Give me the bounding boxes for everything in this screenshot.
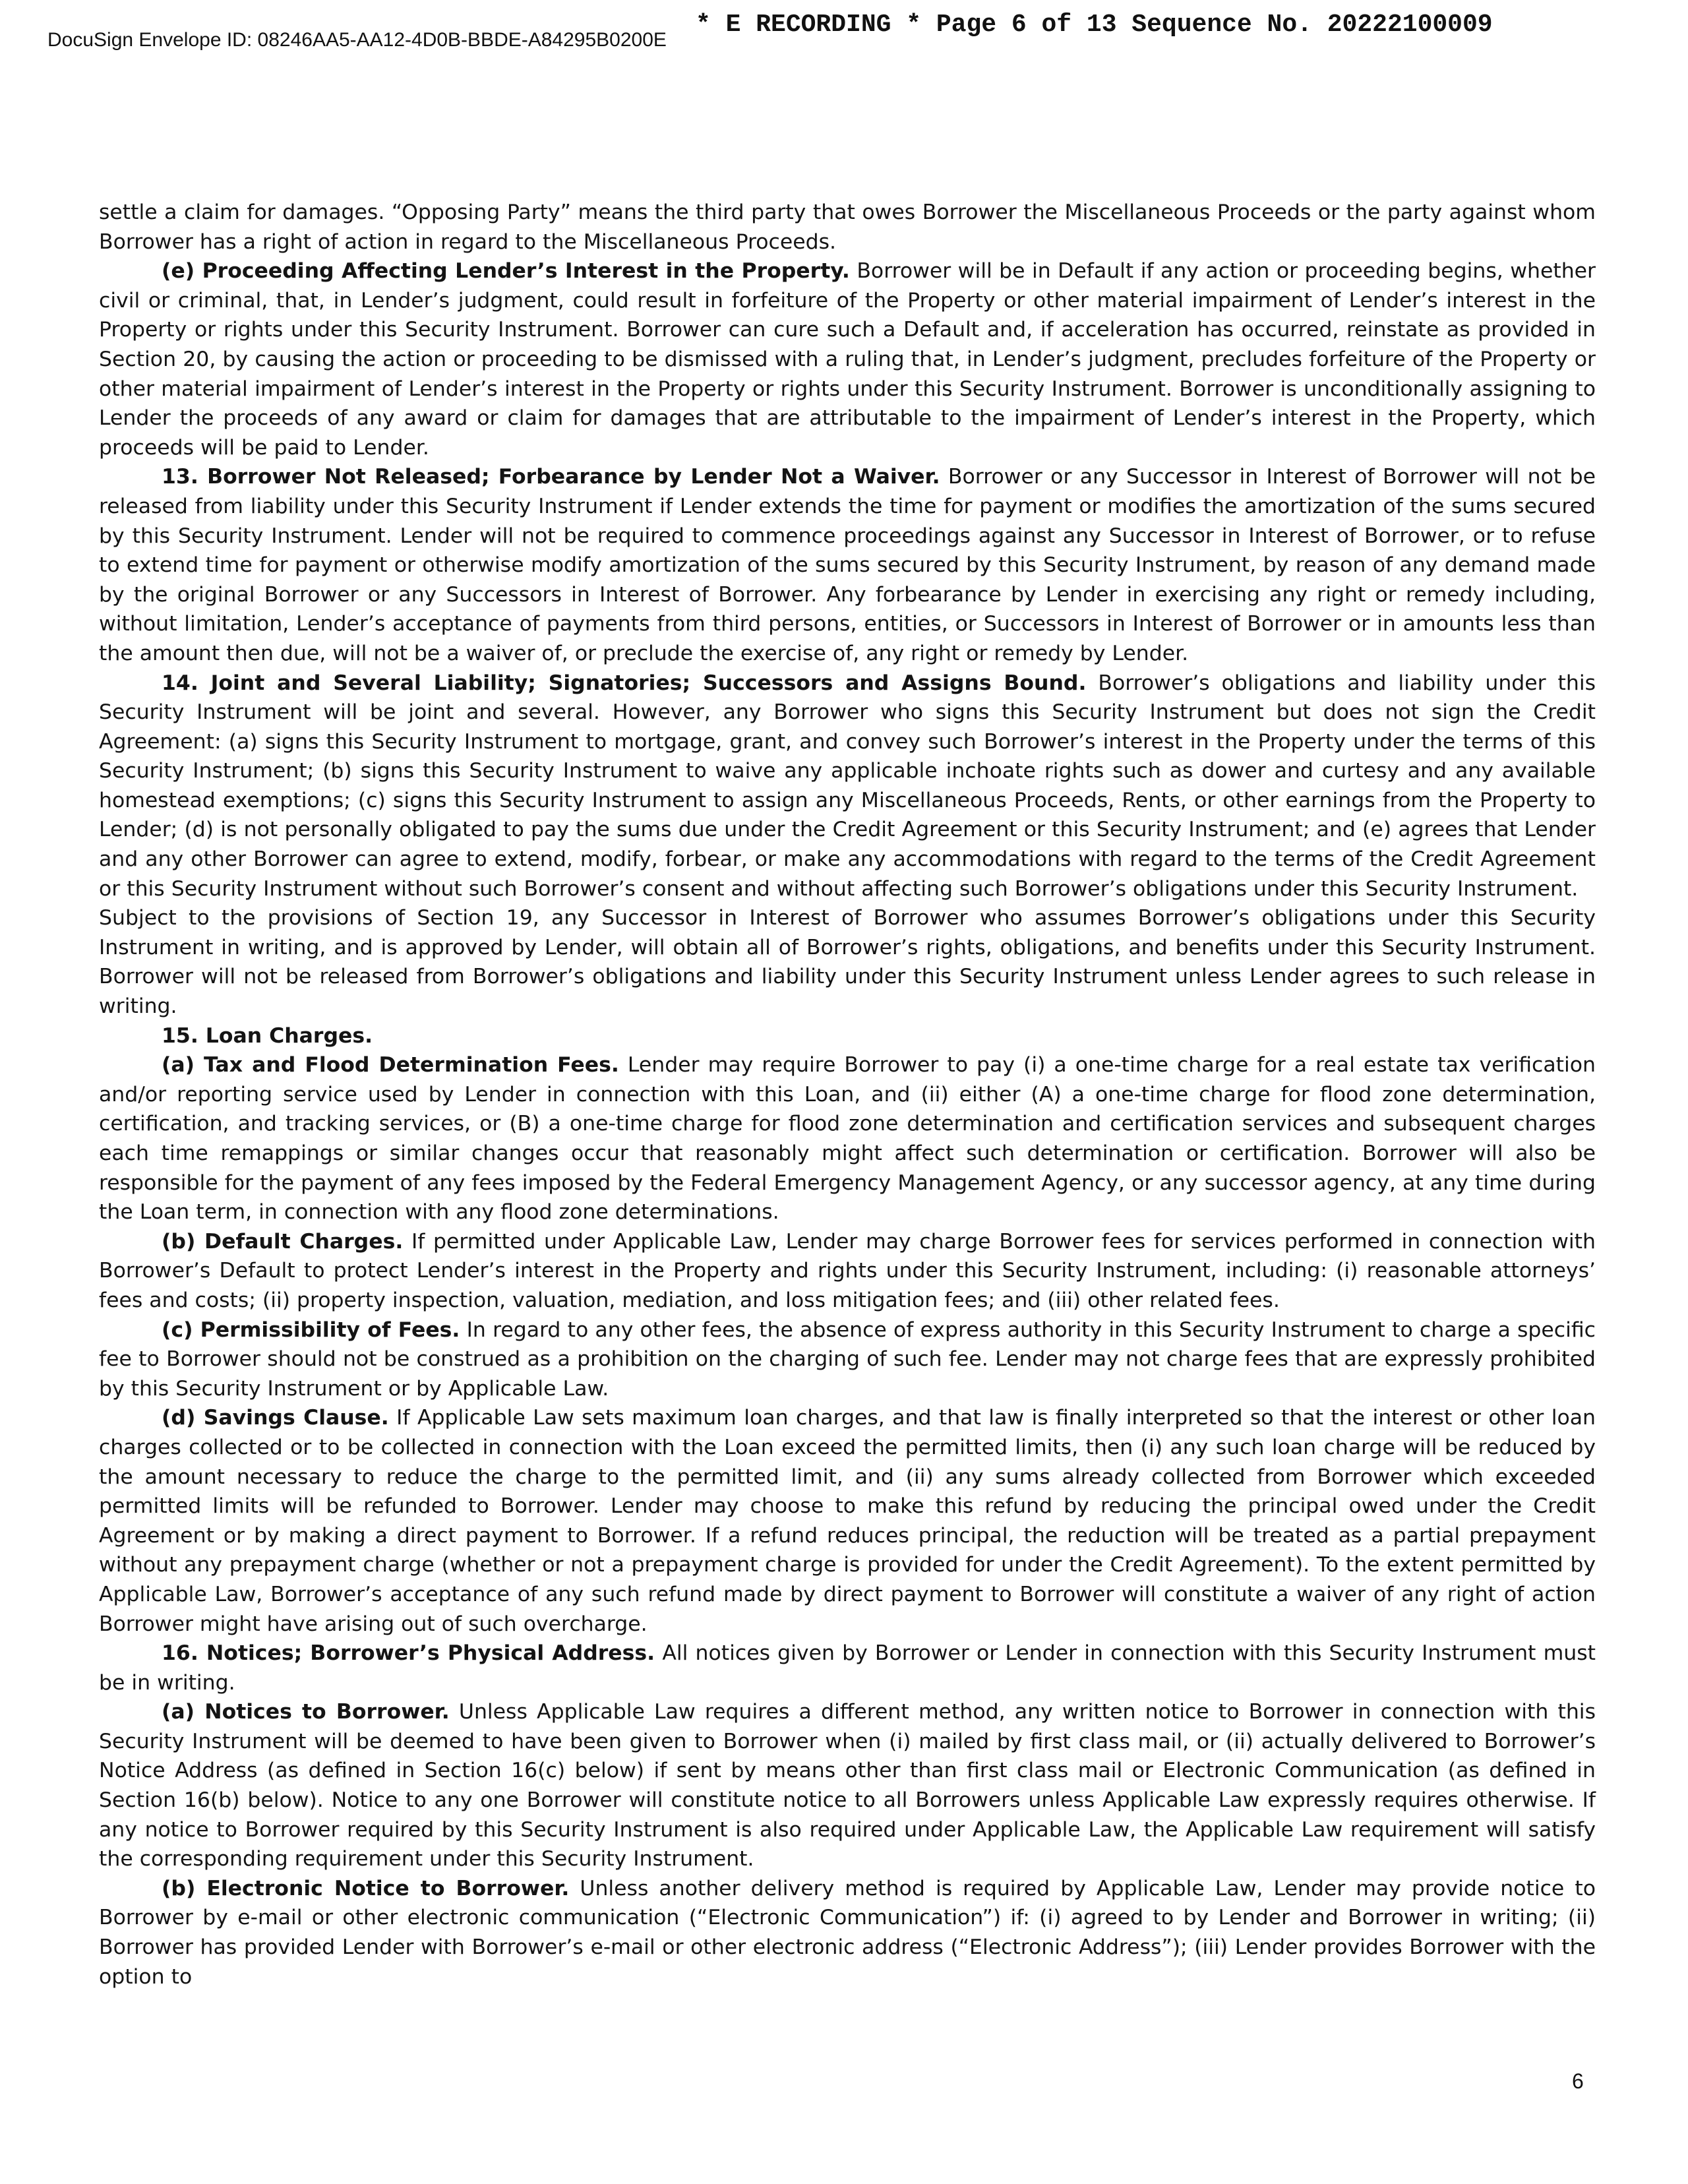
paragraph-opposing-party [99, 198, 1596, 257]
document-body [99, 198, 1596, 1991]
paragraph-heading: (e) Proceeding Affecting Lender’s Interest in the Property. [162, 259, 850, 284]
paragraph-16b-electronic-notice [99, 1874, 1596, 1991]
paragraph-heading: (b) Electronic Notice to Borrower. [162, 1876, 570, 1900]
paragraph-15d-savings-clause [99, 1403, 1596, 1639]
paragraph-text: Borrower or any Successor in Interest of Borrower will not be released from liability under this Security Instrument if Lender extends the time for payment or modifies the amortization of the sums secured by this Security Instrument. Lender will not be required to commence proceedings against any Successor in Interest of Borrower, or to refuse to extend time for payment or otherwise modify amortization of the sums secured by this Security Instrument, by reason of any demand made by the original Borrower or any Successors in Interest of Borrower. Any forbearance by Lender in exercising any right or remedy including, without limitation, Lender’s acceptance of payments from third persons, entities, or Successors in Interest of Borrower or in amounts less than the amount then due, will not be a waiver of, or preclude the exercise of, any right or remedy by Lender. [99, 465, 1596, 665]
paragraph-15b-default-charges [99, 1227, 1596, 1316]
paragraph-text: All notices given by Borrower or Lender in connection with this Security Instrument must be in writing. [99, 1641, 1596, 1695]
paragraph-heading: 16. Notices; Borrower’s Physical Address. [162, 1641, 655, 1666]
paragraph-text: Unless Applicable Law requires a different method, any written notice to Borrower in connection with this Security Instrument will be deemed to have been given to Borrower when (i) mailed by first class mail, or (ii) actually delivered to Borrower’s Notice Address (as defined in Section 16(c) below) if sent by means other than first class mail or Electronic Communication (as defined in Section 16(b) below). Notice to any one Borrower will constitute notice to all Borrowers unless Applicable Law expressly requires otherwise. If any notice to Borrower required by this Security Instrument is also required under Applicable Law, the Applicable Law requirement will satisfy the corresponding requirement under this Security Instrument. [99, 1700, 1596, 1871]
paragraph-12e-proceeding [99, 257, 1596, 462]
paragraph-text: settle a claim for damages. “Opposing Party” means the third party that owes Borrower the Miscellaneous Proceeds or the party against whom Borrower has a right of action in regard to the Miscellaneous Proceeds. [99, 200, 1596, 254]
paragraph-text: Borrower’s obligations and liability under this Security Instrument will be joint and several. However, any Borrower who signs this Security Instrument but does not sign the Credit Agreement: (a) signs this Security Instrument to mortgage, grant, and convey such Borrower’s interest in the Property under the terms of this Security Instrument; (b) signs this Security Instrument to waive any applicable inchoate rights such as dower and curtesy and any available homestead exemptions; (c) signs this Security Instrument to assign any Miscellaneous Proceeds, Rents, or other earnings from the Property to Lender; (d) is not personally obligated to pay the sums due under the Credit Agreement or this Security Instrument; and (e) agrees that Lender and any other Borrower can agree to extend, modify, forbear, or make any accommodations with regard to the terms of the Credit Agreement or this Security Instrument without such Borrower’s consent and without affecting such Borrower’s obligations under this Security Instrument. [99, 671, 1596, 901]
paragraph-16-notices [99, 1639, 1596, 1697]
docusign-envelope-id: DocuSign Envelope ID: 08246AA5-AA12-4D0B-BBDE-A84295B0200E [47, 29, 667, 51]
paragraph-13-borrower-not-released [99, 462, 1596, 668]
paragraph-14-successor [99, 903, 1596, 1021]
page-number: 6 [1572, 2069, 1584, 2093]
paragraph-15c-permissibility [99, 1316, 1596, 1404]
paragraph-14-joint-liability [99, 669, 1596, 904]
paragraph-16a-notices-to-borrower [99, 1697, 1596, 1874]
paragraph-text: If permitted under Applicable Law, Lender may charge Borrower fees for services performed in connection with Borrower’s Default to protect Lender’s interest in the Property and rights under this Security Instrument, including: (i) reasonable attorneys’ fees and costs; (ii) property inspection, valuation, mediation, and loss mitigation fees; and (iii) other related fees. [99, 1229, 1596, 1312]
paragraph-text: If Applicable Law sets maximum loan charges, and that law is finally interpreted so that the interest or other loan charges collected or to be collected in connection with the Loan exceed the permitted limits, then (i) any such loan charge will be reduced by the amount necessary to reduce the charge to the permitted limit, and (ii) any sums already collected from Borrower which exceeded permitted limits will be refunded to Borrower. Lender may choose to make this refund by reducing the principal owed under the Credit Agreement or by making a direct payment to Borrower. If a refund reduces principal, the reduction will be treated as a partial prepayment without any prepayment charge (whether or not a prepayment charge is provided for under the Credit Agreement). To the extent permitted by Applicable Law, Borrower’s acceptance of any such refund made by direct payment to Borrower will constitute a waiver of any right of action Borrower might have arising out of such overcharge. [99, 1406, 1596, 1636]
paragraph-15a-tax-flood-fees [99, 1050, 1596, 1227]
paragraph-heading: (b) Default Charges. [162, 1229, 404, 1254]
paragraph-heading: 13. Borrower Not Released; Forbearance by Lender Not a Waiver. [162, 465, 940, 489]
paragraph-heading: (a) Notices to Borrower. [162, 1700, 450, 1724]
paragraph-text: Subject to the provisions of Section 19, any Successor in Interest of Borrower who assumes Borrower’s obligations under this Security Instrument in writing, and is approved by Lender, will obtain all of Borrower’s rights, obligations, and benefits under this Security Instrument. Borrower will not be released from Borrower’s obligations and liability under this Security Instrument unless Lender agrees to such release in writing. [99, 906, 1596, 1019]
paragraph-text: Borrower will be in Default if any action or proceeding begins, whether civil or criminal, that, in Lender’s judgment, could result in forfeiture of the Property or other material impairment of Lender’s interest in the Property or rights under this Security Instrument. Borrower can cure such a Default and, if acceleration has occurred, reinstate as provided in Section 20, by causing the action or proceeding to be dismissed with a ruling that, in Lender’s judgment, precludes forfeiture of the Property or other material impairment of Lender’s interest in the Property or rights under this Security Instrument. Borrower is unconditionally assigning to Lender the proceeds of any award or claim for damages that are attributable to the impairment of Lender’s interest in the Property, which proceeds will be paid to Lender. [99, 259, 1596, 460]
paragraph-text: Lender may require Borrower to pay (i) a one-time charge for a real estate tax verification and/or reporting service used by Lender in connection with this Loan, and (ii) either (A) a one-time charge for flood zone determination, certification, and tracking services, or (B) a one-time charge for flood zone determination and certification services and subsequent charges each time remappings or similar changes occur that reasonably might affect such determination or certification. Borrower will also be responsible for the payment of any fees imposed by the Federal Emergency Management Agency, or any successor agency, at any time during the Loan term, in connection with any flood zone determinations. [99, 1053, 1596, 1225]
paragraph-text: In regard to any other fees, the absence of express authority in this Security Instrument to charge a specific fee to Borrower should not be construed as a prohibition on the charging of such fee. Lender may not charge fees that are expressly prohibited by this Security Instrument or by Applicable Law. [99, 1318, 1596, 1401]
paragraph-heading: (d) Savings Clause. [162, 1406, 389, 1430]
paragraph-15-loan-charges [99, 1021, 1596, 1051]
paragraph-text: Unless another delivery method is required by Applicable Law, Lender may provide notice to Borrower by e-mail or other electronic communication (“Electronic Communication”) if: (i) agreed to by Lender and Borrower in writing; (ii) Borrower has provided Lender with Borrower’s e-mail or other electronic address (“Electronic Address”); (iii) Lender provides Borrower with the option to [99, 1876, 1596, 1989]
paragraph-heading: (c) Permissibility of Fees. [162, 1318, 460, 1342]
recording-stamp: * E RECORDING * Page 6 of 13 Sequence No. 20222100009 [696, 11, 1493, 39]
paragraph-heading: 15. Loan Charges. [162, 1023, 373, 1048]
paragraph-heading: (a) Tax and Flood Determination Fees. [162, 1053, 619, 1077]
paragraph-heading: 14. Joint and Several Liability; Signatories; Successors and Assigns Bound. [162, 671, 1087, 695]
